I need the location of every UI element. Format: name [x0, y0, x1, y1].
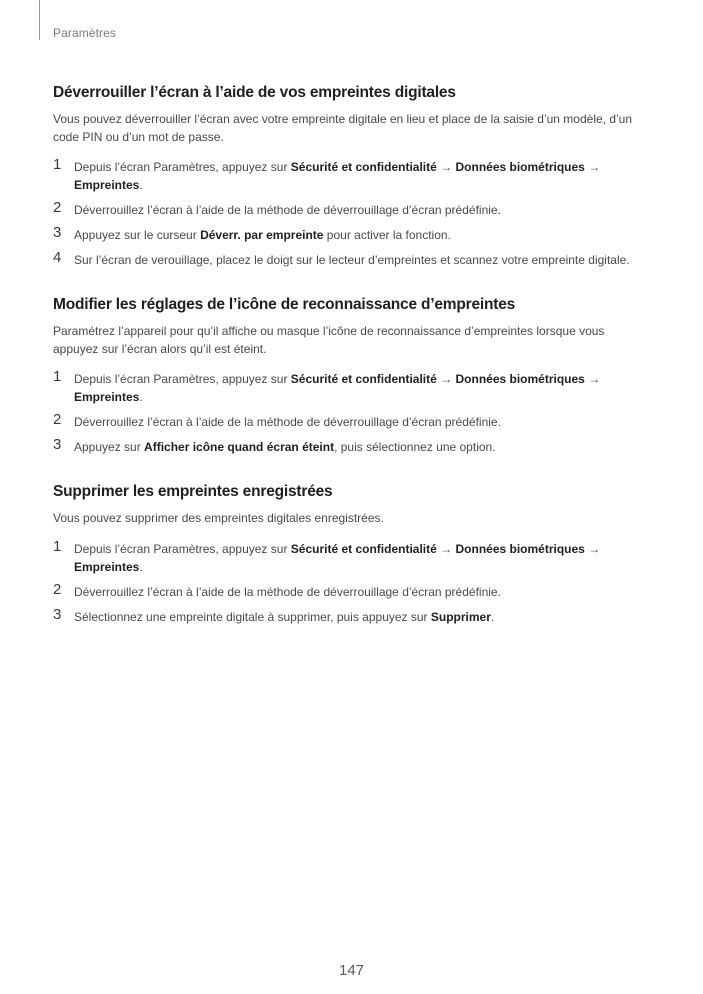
step-ui-term: Sécurité et confidentialité [290, 541, 437, 556]
step-ui-term: Sécurité et confidentialité [290, 372, 437, 386]
step-text: pour activer la fonction. [323, 228, 451, 242]
step-ui-term: Données biométriques [455, 372, 585, 386]
steps-list [53, 158, 653, 269]
step-text: . [139, 178, 143, 192]
step-text: → [584, 372, 601, 386]
section-fingerprint-unlock [53, 83, 653, 269]
step-ui-term: Empreintes [74, 390, 140, 404]
step-text: . [139, 559, 143, 574]
step-item [53, 158, 653, 194]
step-text: → [584, 541, 601, 556]
step-ui-term: Déverr. par empreinte [200, 228, 324, 242]
page-content [53, 83, 653, 633]
step-text: Appuyez sur [74, 440, 145, 454]
step-number: 2 [53, 411, 62, 428]
step-item [53, 370, 653, 406]
step-item [53, 201, 653, 219]
step-text: Appuyez sur le curseur [74, 228, 201, 242]
step-number: 2 [53, 199, 62, 216]
step-number: 3 [53, 605, 62, 623]
step-ui-term: Empreintes [74, 178, 140, 192]
step-number: 2 [53, 580, 62, 598]
step-item [53, 580, 653, 601]
step-text: . [490, 609, 495, 624]
page-number: 147 [338, 962, 365, 979]
step-item [53, 438, 653, 456]
step-text: Sélectionnez une empreinte digitale à supprimer, puis appuyez sur [74, 609, 431, 624]
step-item [53, 413, 653, 431]
step-text: , puis sélectionnez une option. [334, 440, 496, 454]
section-icon-settings [53, 295, 653, 456]
section-intro: Vous pouvez supprimer des empreintes digitales enregistrées. [53, 511, 384, 525]
step-item [53, 537, 653, 576]
step-text: → [584, 160, 601, 174]
step-text: → [436, 372, 456, 386]
step-text: → [436, 160, 456, 174]
step-item [53, 226, 653, 244]
steps-list [53, 537, 653, 626]
step-ui-term: Données biométriques [455, 160, 585, 174]
step-text: . [139, 390, 143, 404]
step-ui-term: Afficher icône quand écran éteint [144, 440, 335, 454]
step-item [53, 605, 653, 626]
step-text: Sur l’écran de verouillage, placez le doigt sur le lecteur d’empreintes et scannez votre empreinte digitale. [74, 253, 630, 267]
step-text: → [436, 541, 456, 556]
step-number: 1 [53, 368, 62, 385]
step-ui-term: Empreintes [74, 559, 140, 574]
section-title: Déverrouiller l’écran à l’aide de vos empreintes digitales [53, 84, 456, 101]
section-intro: Vous pouvez déverrouiller l’écran avec votre empreinte digitale en lieu et place de la saisie d’un modèle, d’un code PIN ou d’un mot de passe. [53, 112, 633, 144]
step-number: 1 [53, 537, 62, 555]
step-number: 1 [53, 156, 62, 173]
running-header: Paramètres [53, 26, 117, 40]
section-title: Modifier les réglages de l’icône de reconnaissance d’empreintes [53, 296, 516, 313]
step-text: Depuis l’écran Paramètres, appuyez sur [74, 541, 291, 556]
step-text: Depuis l’écran Paramètres, appuyez sur [74, 372, 291, 386]
step-item [53, 251, 653, 269]
step-text: Déverrouillez l’écran à l’aide de la méthode de déverrouillage d’écran prédéfinie. [74, 203, 501, 217]
step-text: Déverrouillez l’écran à l’aide de la méthode de déverrouillage d’écran prédéfinie. [74, 584, 501, 599]
step-number: 3 [53, 436, 62, 453]
step-ui-term: Sécurité et confidentialité [290, 160, 437, 174]
section-delete-fingerprints [53, 482, 653, 626]
section-intro: Paramétrez l’appareil pour qu’il affiche ou masque l’icône de reconnaissance d’empreintes lorsque vous appuyez sur l’écran alors qu’il est éteint. [53, 324, 605, 356]
section-title: Supprimer les empreintes enregistrées [53, 483, 333, 500]
header-side-rule [39, 0, 40, 40]
step-text: Depuis l’écran Paramètres, appuyez sur [74, 160, 291, 174]
step-number: 4 [53, 249, 62, 266]
step-ui-term: Supprimer [430, 609, 491, 624]
steps-list [53, 370, 653, 456]
step-ui-term: Données biométriques [455, 541, 585, 556]
step-number: 3 [53, 224, 62, 241]
step-text: Déverrouillez l’écran à l’aide de la méthode de déverrouillage d’écran prédéfinie. [74, 415, 501, 429]
